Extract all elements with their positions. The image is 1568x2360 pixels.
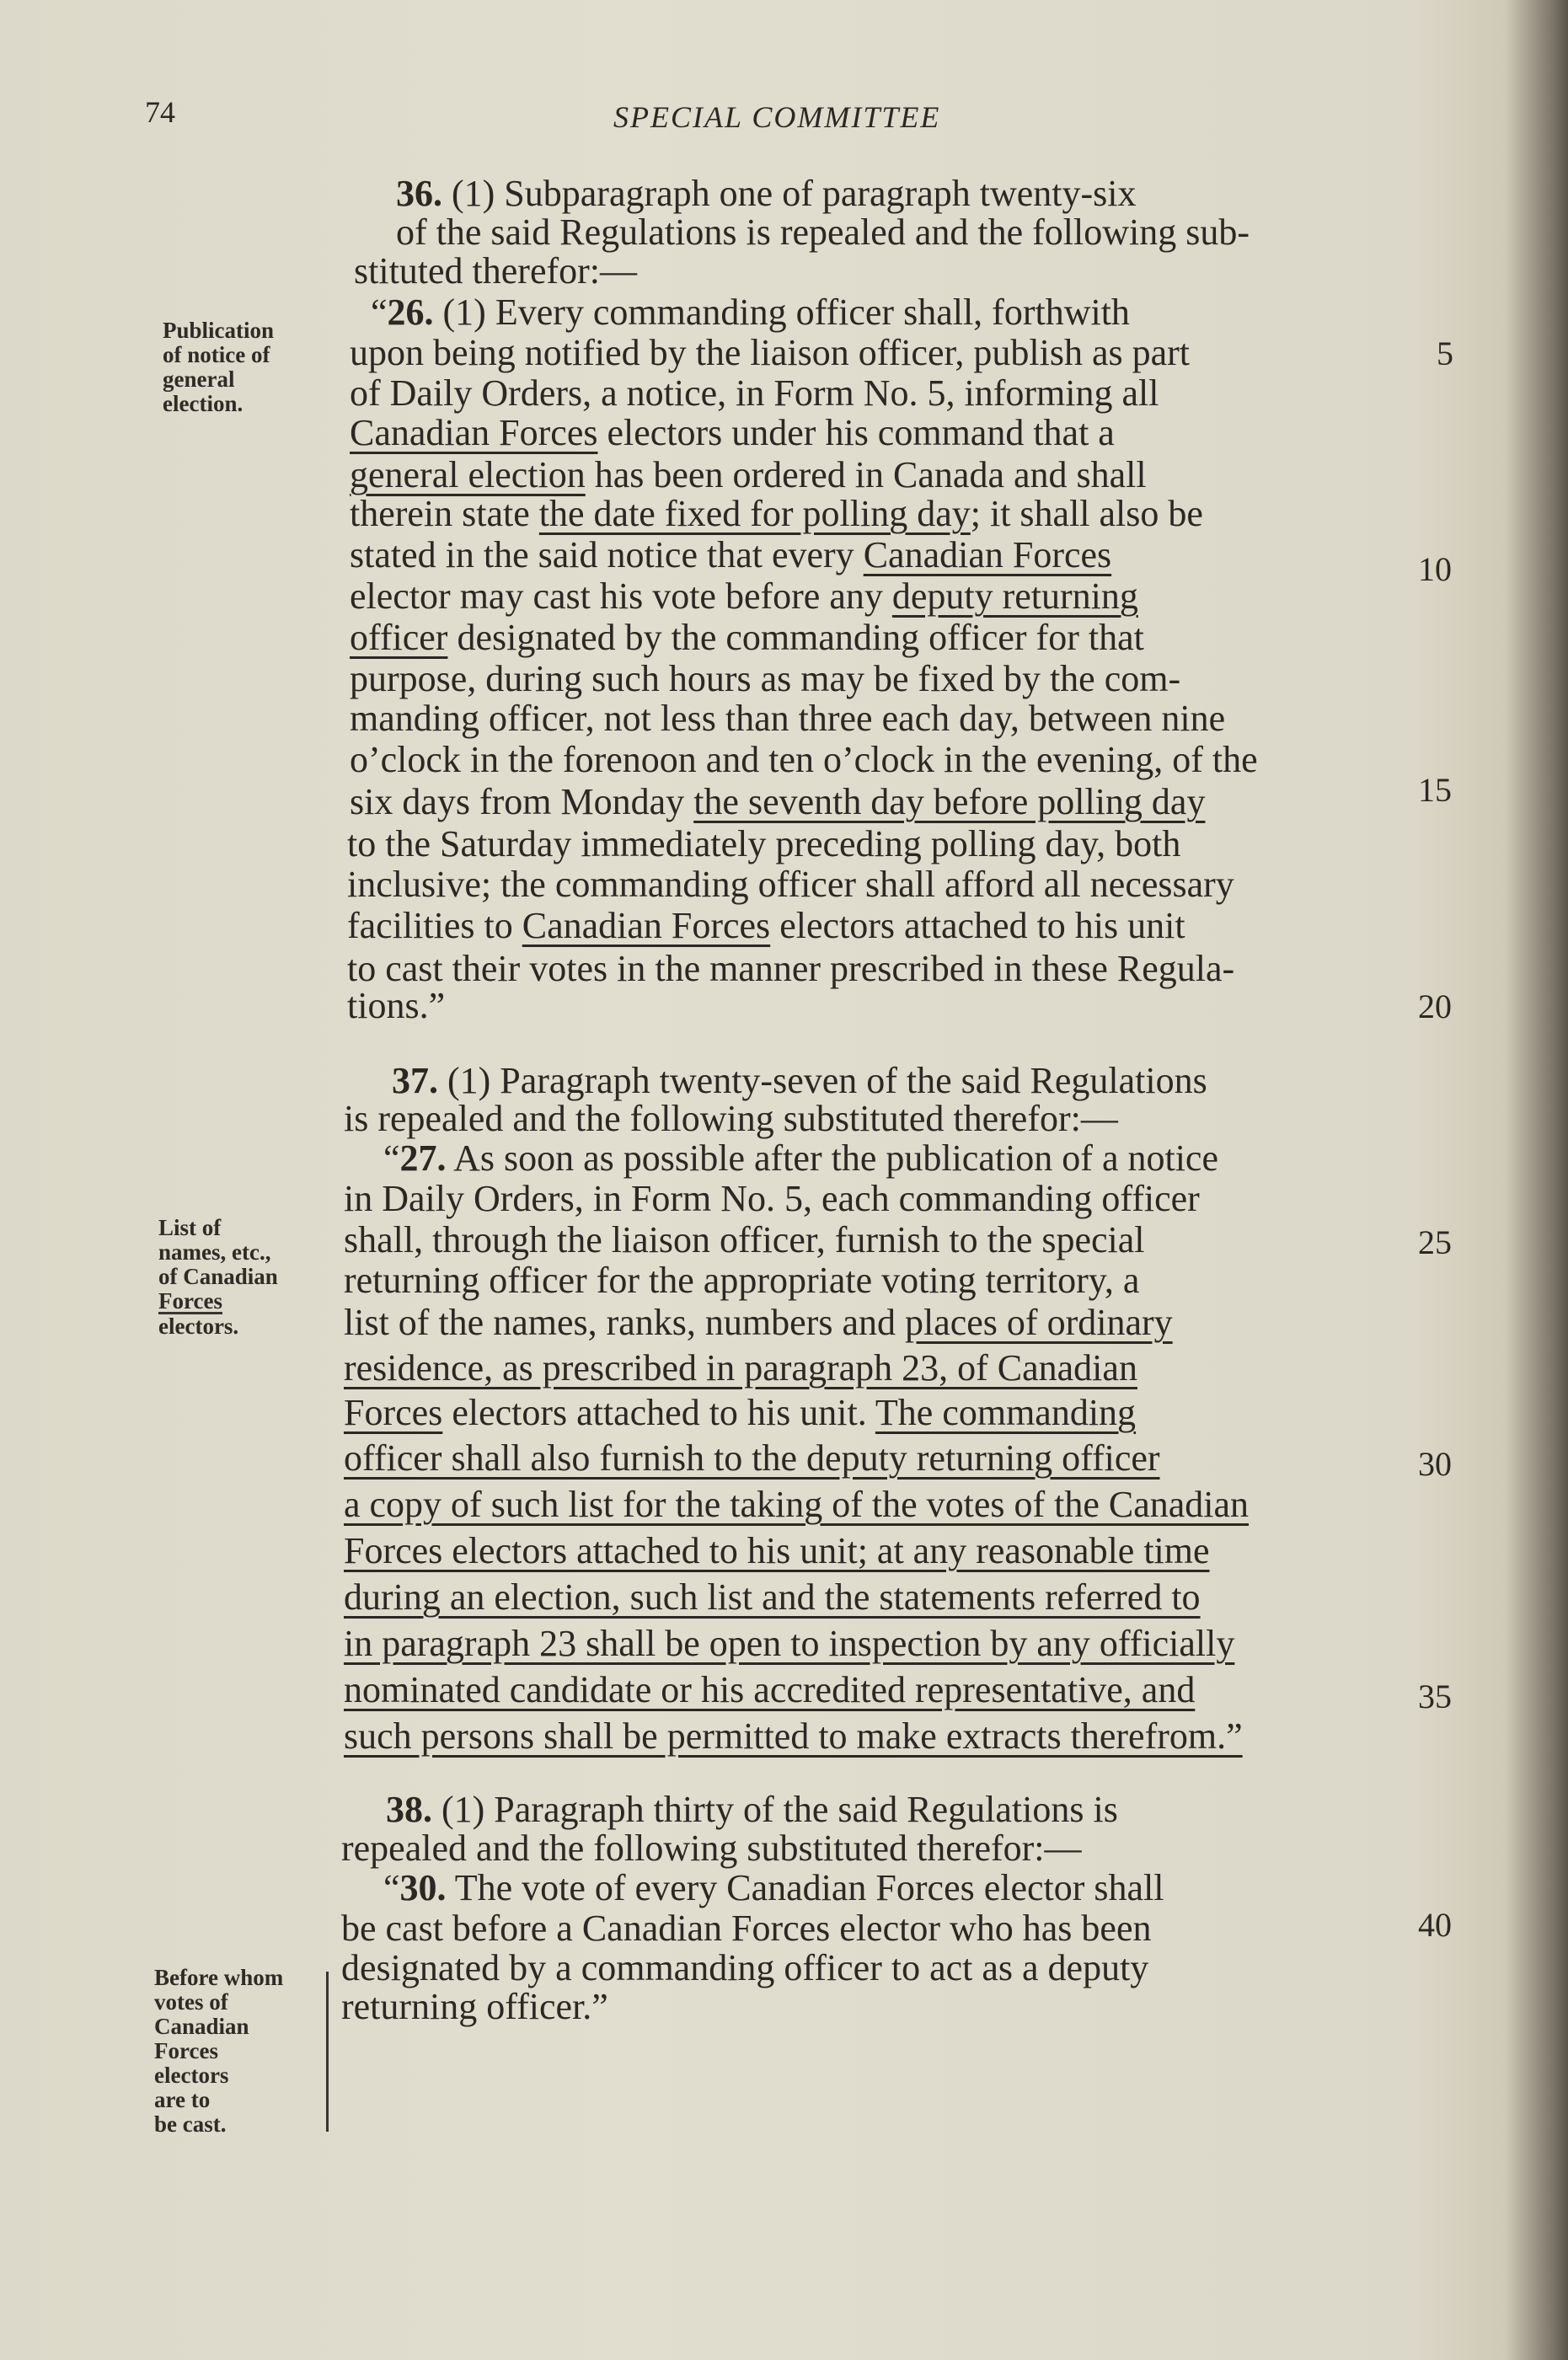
text-line [344,1097,1118,1140]
text-run: of Daily Orders, a notice, in Form No. 5, informing all [350,372,1159,414]
text-line [396,211,1250,254]
text-line [350,697,1225,740]
line-number: 10 [1418,550,1452,588]
text-run: designated by the commanding officer for that [447,617,1144,658]
line-number: 15 [1418,771,1452,809]
text-line [344,1529,1210,1572]
text-run: the date fixed for polling day [538,493,971,534]
text-line [350,411,1115,454]
sidenote-line: Publication [163,318,275,343]
text-line [350,657,1180,700]
sidenote-line: election. [163,391,243,416]
sidenote-list-of-names [158,1216,278,1339]
text-line [344,1483,1249,1526]
text-line [344,1391,1136,1434]
sidenote-line: are to [154,2087,211,2112]
sidenote-line: Forces [158,1288,222,1314]
text-run: “ [383,1137,400,1179]
sidenote-line: be cast. [154,2111,227,2137]
text-run: o’clock in the forenoon and ten o’clock in the evening, of the [350,739,1258,780]
text-run: list of the names, ranks, numbers and [344,1302,905,1343]
text-line [350,331,1190,374]
text-run: to the Saturday immediately preceding polling day, both [347,823,1181,864]
text-run: places of ordinary [904,1302,1173,1343]
text-line [350,575,1138,618]
line-number: 20 [1418,987,1452,1025]
text-line [383,1137,1218,1180]
page-number: 74 [145,95,175,129]
text-line [350,738,1258,781]
text-line [347,822,1180,865]
text-line [354,249,637,292]
line-number: 40 [1418,1906,1452,1944]
text-run: nominated candidate or his accredited representative, and [344,1669,1196,1710]
sidenote-line: Canadian [154,2014,249,2039]
text-line [347,984,445,1027]
text-line [344,1177,1200,1220]
text-line [350,492,1203,535]
text-line [392,1059,1207,1102]
text-run: upon being notified by the liaison officer, publish as part [350,332,1191,373]
text-run: 26. [387,292,434,333]
text-line [344,1346,1137,1389]
text-run: be cast before a Canadian Forces elector who has been [341,1908,1152,1949]
text-run: electors under his command that a [597,412,1115,453]
sidenote-line: List of [158,1215,222,1240]
text-run: The vote of every Canadian Forces elector shall [446,1867,1164,1908]
text-line [341,1907,1151,1950]
text-run: to cast their votes in the manner prescribed in these Regula- [347,948,1235,989]
text-line [371,291,1130,334]
text-run: Forces [344,1392,443,1433]
text-run: deputy returning [891,575,1138,617]
text-run: (1) Paragraph twenty-seven of the said Regulations [438,1060,1207,1101]
text-run: As soon as possible after the publication of a notice [446,1137,1218,1179]
text-run: a copy of such list for the taking of the votes of the Canadian [344,1484,1250,1525]
text-line [344,1715,1243,1758]
text-line [344,1218,1145,1261]
line-number: 5 [1437,334,1453,372]
text-line [350,616,1144,659]
sidenote-vertical-rule [326,1972,329,2132]
text-run: Canadian Forces [522,905,771,946]
text-line [350,453,1147,496]
text-run: “ [371,292,388,333]
text-run: of the said Regulations is repealed and the following sub- [396,211,1250,253]
text-run: 30. [399,1867,447,1908]
text-run: is repealed and the following substituted therefor:— [344,1098,1118,1139]
text-line [341,1827,1082,1870]
text-run: shall, through the liaison officer, furnish to the special [344,1219,1145,1260]
text-line [344,1259,1139,1302]
text-run: such persons shall be permitted to make extracts therefrom.” [344,1715,1243,1757]
text-run: Canadian Forces [863,534,1112,575]
text-run: stated in the said notice that every [350,534,864,575]
text-run: electors attached to his unit [770,905,1185,946]
text-line [341,1985,608,2028]
text-line [383,1866,1164,1909]
text-run: manding officer, not less than three each day, between nine [350,698,1226,739]
text-run: The commanding [875,1392,1137,1433]
sidenote-line: of Canadian [158,1264,278,1289]
sidenote-line: Forces [154,2038,218,2063]
text-line [350,533,1111,576]
sidenote-line: general [163,367,235,392]
sidenote-line: names, etc., [158,1239,271,1265]
text-run: in paragraph 23 shall be open to inspection by any officially [344,1623,1235,1664]
text-line [344,1301,1173,1344]
text-run: (1) Paragraph thirty of the said Regulations is [432,1789,1118,1830]
sidenote-line: of notice of [163,342,270,367]
text-run: (1) Subparagraph one of paragraph twenty-six [442,173,1137,214]
text-run: inclusive; the commanding officer shall afford all necessary [347,864,1234,905]
sidenote-publication [163,318,274,416]
sidenote-line: electors [154,2063,229,2088]
text-line [396,172,1137,215]
text-run: tions.” [347,985,446,1026]
text-run: officer shall also furnish to the deputy returning officer [344,1437,1160,1479]
text-run: 27. [399,1137,447,1179]
text-run: Forces electors attached to his unit; at any reasonable time [344,1530,1210,1571]
text-run: (1) Every commanding officer shall, forthwith [433,292,1130,333]
text-run: residence, as prescribed in paragraph 23, of Canadian [344,1347,1137,1389]
text-run: returning officer for the appropriate voting territory, a [344,1260,1140,1301]
text-run: during an election, such list and the statements referred to [344,1576,1201,1618]
text-run: 37. [392,1060,438,1101]
text-line [344,1576,1201,1619]
sidenote-line: electors. [158,1314,239,1339]
line-number: 25 [1418,1223,1452,1261]
text-run: repealed and the following substituted therefor:— [341,1828,1082,1869]
text-run: general election [350,454,586,495]
text-run: therein state [350,493,539,534]
text-run: officer [350,617,448,658]
sidenote-line: votes of [154,1989,228,2015]
text-run: in Daily Orders, in Form No. 5, each commanding officer [344,1178,1200,1219]
text-run: stituted therefor:— [354,250,638,292]
text-line [341,1946,1148,1989]
text-line [344,1668,1195,1711]
text-run: facilities to [347,905,522,946]
running-header: SPECIAL COMMITTEE [613,100,941,134]
sidenote-line: Before whom [154,1965,284,1990]
sidenote-before-whom [154,1966,283,2137]
text-run: has been ordered in Canada and shall [585,454,1147,495]
text-line [347,863,1234,906]
text-line [347,904,1185,947]
text-line [350,372,1159,415]
text-line [344,1622,1234,1665]
text-run: 36. [396,173,442,214]
text-line [347,947,1234,990]
line-number: 30 [1418,1445,1452,1483]
text-run: the seventh day before polling day [693,781,1206,822]
line-number: 35 [1418,1678,1452,1715]
text-run: purpose, during such hours as may be fixed by the com- [350,658,1181,699]
text-run: six days from Monday [350,781,694,822]
text-line [344,1437,1160,1480]
text-run: designated by a commanding officer to act as a deputy [341,1947,1149,1988]
text-run: returning officer.” [341,1986,608,2027]
text-line [350,780,1205,823]
text-run: electors attached to his unit. [442,1392,875,1433]
text-line [386,1788,1118,1831]
text-run: Canadian Forces [350,412,598,453]
text-run: elector may cast his vote before any [350,575,892,617]
text-run: ; it shall also be [970,493,1203,534]
text-run: 38. [386,1789,432,1830]
text-run: “ [383,1867,400,1908]
